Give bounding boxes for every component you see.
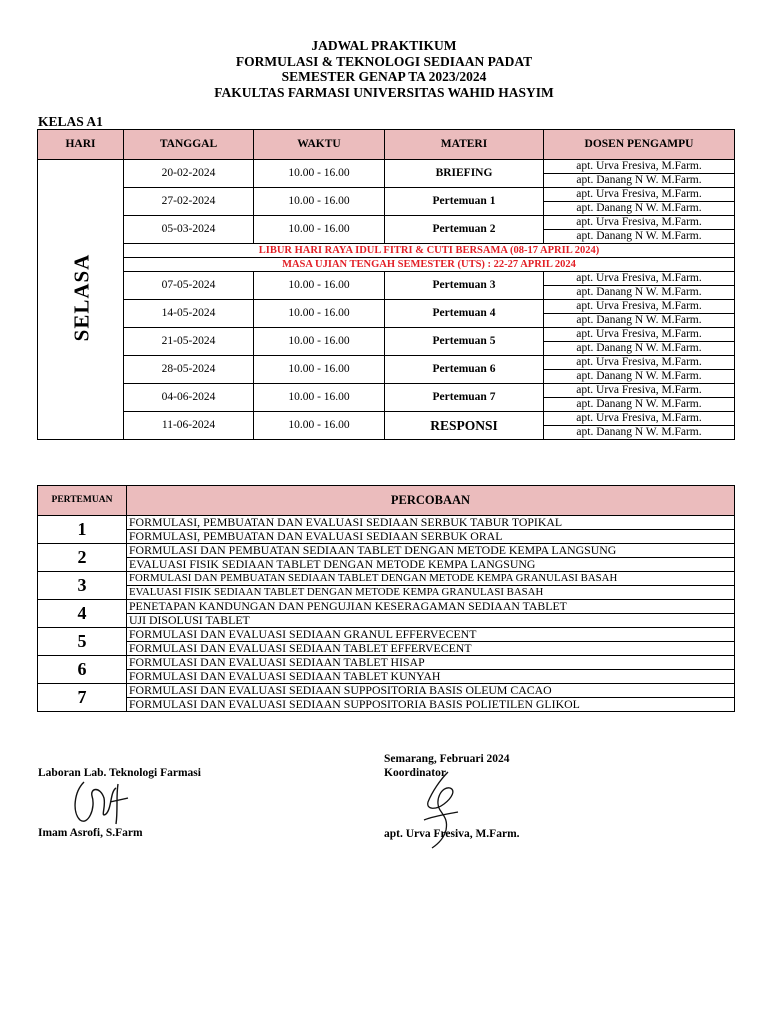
experiment-row [38,670,735,684]
day-cell [38,160,124,440]
col-header-pertemuan: PERTEMUAN [38,486,127,516]
meeting-number: 6 [38,656,127,684]
lecturer-cell: apt. Urva Fresiva, M.Farm. [544,412,735,426]
lecturer-cell: apt. Danang N W. M.Farm. [544,202,735,216]
experiment-table [37,485,735,712]
experiment-item: FORMULASI DAN EVALUASI SEDIAAN SUPPOSITORIA BASIS POLIETILEN GLIKOL [127,698,735,712]
experiment-row [38,642,735,656]
notice-row [38,244,735,258]
schedule-row [38,328,735,342]
lecturer-cell: apt. Urva Fresiva, M.Farm. [544,272,735,286]
meeting-number: 5 [38,628,127,656]
schedule-header-row [38,130,735,160]
lecturer-cell: apt. Urva Fresiva, M.Farm. [544,384,735,398]
experiment-row [38,656,735,670]
materi-cell: Pertemuan 1 [385,188,544,216]
date-cell: 04-06-2024 [124,384,254,412]
left-signer-name: Imam Asrofi, S.Farm [38,827,143,839]
col-header-dosen: DOSEN PENGAMPU [544,130,735,160]
lecturer-cell: apt. Urva Fresiva, M.Farm. [544,300,735,314]
materi-cell: Pertemuan 7 [385,384,544,412]
experiment-item: UJI DISOLUSI TABLET [127,614,735,628]
meeting-number: 4 [38,600,127,628]
meeting-number: 7 [38,684,127,712]
experiment-row [38,544,735,558]
experiment-row [38,614,735,628]
experiment-item: FORMULASI DAN EVALUASI SEDIAAN TABLET HISAP [127,656,735,670]
time-cell: 10.00 - 16.00 [254,160,385,188]
meeting-number: 2 [38,544,127,572]
experiment-item: FORMULASI DAN EVALUASI SEDIAAN SUPPOSITORIA BASIS OLEUM CACAO [127,684,735,698]
date-cell: 05-03-2024 [124,216,254,244]
lecturer-cell: apt. Urva Fresiva, M.Farm. [544,216,735,230]
meeting-number: 1 [38,516,127,544]
col-header-hari: HARI [38,130,124,160]
col-header-percobaan: PERCOBAAN [127,486,735,516]
experiment-item: FORMULASI, PEMBUATAN DAN EVALUASI SEDIAAN SERBUK ORAL [127,530,735,544]
experiment-row [38,530,735,544]
header-faculty: FAKULTAS FARMASI UNIVERSITAS WAHID HASYIM [214,84,554,100]
schedule-row [38,412,735,426]
lecturer-cell: apt. Danang N W. M.Farm. [544,342,735,356]
experiment-item: FORMULASI DAN EVALUASI SEDIAAN GRANUL EFFERVECENT [127,628,735,642]
col-header-waktu: WAKTU [254,130,385,160]
lecturer-cell: apt. Danang N W. M.Farm. [544,286,735,300]
schedule-row [38,216,735,230]
materi-cell: Pertemuan 2 [385,216,544,244]
place-date: Semarang, Februari 2024 [384,753,510,765]
experiment-row [38,586,735,600]
schedule-table [37,129,735,440]
experiment-header-row [38,486,735,516]
experiment-row [38,558,735,572]
materi-cell: Pertemuan 5 [385,328,544,356]
left-signer-title: Laboran Lab. Teknologi Farmasi [38,767,201,779]
time-cell: 10.00 - 16.00 [254,272,385,300]
lecturer-cell: apt. Urva Fresiva, M.Farm. [544,160,735,174]
materi-cell: Pertemuan 4 [385,300,544,328]
schedule-row [38,356,735,370]
notice-row [38,258,735,272]
experiment-item: EVALUASI FISIK SEDIAAN TABLET DENGAN METODE KEMPA GRANULASI BASAH [127,586,735,600]
experiment-item: FORMULASI DAN PEMBUATAN SEDIAAN TABLET DENGAN METODE KEMPA LANGSUNG [127,544,735,558]
class-label: KELAS A1 [38,114,103,129]
experiment-row [38,684,735,698]
date-cell: 21-05-2024 [124,328,254,356]
experiment-row [38,516,735,530]
experiment-item: FORMULASI, PEMBUATAN DAN EVALUASI SEDIAAN SERBUK TABUR TOPIKAL [127,516,735,530]
lecturer-cell: apt. Danang N W. M.Farm. [544,426,735,440]
schedule-row [38,272,735,286]
schedule-row [38,300,735,314]
time-cell: 10.00 - 16.00 [254,412,385,440]
date-cell: 14-05-2024 [124,300,254,328]
date-cell: 11-06-2024 [124,412,254,440]
materi-cell: RESPONSI [385,412,544,440]
schedule-row [38,188,735,202]
experiment-row [38,698,735,712]
time-cell: 10.00 - 16.00 [254,356,385,384]
date-cell: 07-05-2024 [124,272,254,300]
date-cell: 20-02-2024 [124,160,254,188]
meeting-number: 3 [38,572,127,600]
experiment-item: PENETAPAN KANDUNGAN DAN PENGUJIAN KESERAGAMAN SEDIAAN TABLET [127,600,735,614]
experiment-row [38,600,735,614]
lecturer-cell: apt. Urva Fresiva, M.Farm. [544,328,735,342]
right-signer-title: Koordinator [384,767,446,779]
lecturer-cell: apt. Urva Fresiva, M.Farm. [544,188,735,202]
materi-cell: Pertemuan 3 [385,272,544,300]
header-title: JADWAL PRAKTIKUM [311,38,457,53]
experiment-row [38,572,735,586]
exam-notice: MASA UJIAN TENGAH SEMESTER (UTS) : 22-27 APRIL 2024 [124,258,735,272]
document-header [0,38,768,100]
lecturer-cell: apt. Danang N W. M.Farm. [544,370,735,384]
header-semester: SEMESTER GENAP TA 2023/2024 [281,69,487,84]
handwritten-signature-icon [66,778,130,828]
date-cell: 27-02-2024 [124,188,254,216]
materi-cell: BRIEFING [385,160,544,188]
date-cell: 28-05-2024 [124,356,254,384]
experiment-row [38,628,735,642]
time-cell: 10.00 - 16.00 [254,384,385,412]
experiment-item: EVALUASI FISIK SEDIAAN TABLET DENGAN METODE KEMPA LANGSUNG [127,558,735,572]
schedule-row [38,384,735,398]
col-header-tanggal: TANGGAL [124,130,254,160]
col-header-materi: MATERI [385,130,544,160]
time-cell: 10.00 - 16.00 [254,216,385,244]
holiday-notice: LIBUR HARI RAYA IDUL FITRI & CUTI BERSAMA (08-17 APRIL 2024) [124,244,735,258]
day-label: SELASA [69,253,94,342]
lecturer-cell: apt. Danang N W. M.Farm. [544,174,735,188]
header-course: FORMULASI & TEKNOLOGI SEDIAAN PADAT [235,53,533,69]
lecturer-cell: apt. Urva Fresiva, M.Farm. [544,356,735,370]
materi-cell: Pertemuan 6 [385,356,544,384]
time-cell: 10.00 - 16.00 [254,328,385,356]
time-cell: 10.00 - 16.00 [254,300,385,328]
time-cell: 10.00 - 16.00 [254,188,385,216]
experiment-item: FORMULASI DAN PEMBUATAN SEDIAAN TABLET DENGAN METODE KEMPA GRANULASI BASAH [127,572,735,586]
schedule-row [38,160,735,174]
experiment-item: FORMULASI DAN EVALUASI SEDIAAN TABLET KUNYAH [127,670,735,684]
right-signer-name: apt. Urva Fresiva, M.Farm. [384,828,520,840]
lecturer-cell: apt. Danang N W. M.Farm. [544,230,735,244]
experiment-item: FORMULASI DAN EVALUASI SEDIAAN TABLET EFFERVECENT [127,642,735,656]
lecturer-cell: apt. Danang N W. M.Farm. [544,398,735,412]
lecturer-cell: apt. Danang N W. M.Farm. [544,314,735,328]
